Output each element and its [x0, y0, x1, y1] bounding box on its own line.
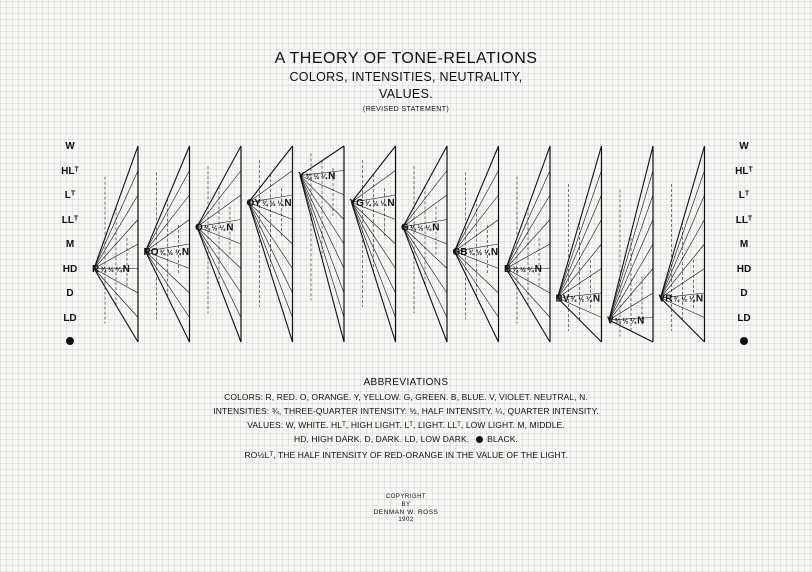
abbrev-example: RO½Lᵀ, THE HALF INTENSITY OF RED-ORANGE IN THE VALUE OF THE LIGHT.	[244, 450, 568, 460]
value-label: HLᵀ	[61, 165, 79, 177]
triangle-label-r: R¾ ½ ¼N	[92, 264, 130, 275]
abbrev-intensities: INTENSITIES: ¾, THREE-QUARTER INTENSITY. ½, HALF INTENSITY. ¼, QUARTER INTENSITY.	[213, 406, 599, 416]
value-label: D	[66, 288, 74, 299]
value-label: Lᵀ	[738, 190, 750, 201]
abbrev-values-1: VALUES: W, WHITE. HLᵀ, HIGH LIGHT. Lᵀ, LIGHT. LLᵀ, LOW LIGHT. M, MIDDLE.	[247, 420, 565, 430]
triangle-v	[607, 146, 653, 342]
value-label: M	[65, 239, 75, 250]
value-label: M	[739, 239, 749, 250]
triangle-label-yg: YG¾ ½ ¼N	[349, 197, 395, 209]
triangle-oy	[247, 146, 293, 342]
triangle-label-g: G¾ ½ ¼N	[401, 222, 440, 234]
triangle-label-bv: BV¾ ½ ¼N	[555, 293, 601, 305]
copyright-block	[0, 494, 812, 524]
triangle-gb	[453, 146, 499, 342]
value-label: HLᵀ	[735, 165, 753, 177]
value-label: LLᵀ	[61, 214, 79, 226]
value-label: LD	[737, 312, 751, 324]
copyright-line: BY	[401, 501, 411, 508]
value-label: LLᵀ	[735, 214, 753, 226]
triangle-o	[195, 146, 241, 342]
value-label: HD	[62, 263, 78, 275]
value-label: LD	[63, 312, 77, 324]
triangle-y	[298, 146, 344, 342]
triangle-label-gb: GB¾ ½ ¼N	[452, 246, 499, 258]
page-subtitle-line1: COLORS, INTENSITIES, NEUTRALITY,	[289, 70, 523, 84]
triangle-vr	[659, 146, 705, 342]
abbreviations-heading: ABBREVIATIONS	[363, 377, 449, 388]
triangle-label-b: B¾ ½ ¼N	[504, 264, 542, 275]
triangle-label-o: O¾ ½ ¼N	[195, 222, 234, 234]
triangle-label-oy: OY¾ ½ ¼N	[246, 197, 292, 209]
value-label: W	[65, 141, 75, 152]
triangle-bv	[556, 146, 602, 342]
copyright-line: COPYRIGHT	[385, 494, 427, 500]
value-label: D	[740, 288, 748, 299]
triangle-label-vr: VR¾ ½ ¼N	[658, 293, 704, 305]
triangle-yg	[350, 146, 396, 342]
copyright-year: 1902	[398, 516, 414, 523]
triangle-ro	[144, 146, 190, 342]
revision-note: (REVISED STATEMENT)	[362, 106, 450, 113]
value-label: W	[739, 141, 749, 152]
copyright-author: DENMAN W. ROSS	[373, 509, 439, 516]
triangle-g	[401, 146, 447, 342]
abbrev-values-2-row	[0, 434, 812, 444]
abbrev-values-2: HD, HIGH DARK. D, DARK. LD, LOW DARK.	[294, 434, 470, 444]
triangle-label-ro: RO¾ ½ ¼N	[143, 246, 190, 258]
triangle-r	[92, 146, 138, 342]
triangle-b	[504, 146, 550, 342]
triangle-label-y: Y¾ ½ ¼N	[298, 170, 336, 182]
abbrev-colors: COLORS: R, RED. O, ORANGE. Y, YELLOW. G, GREEN. B, BLUE. V, VIOLET. NEUTRAL, N.	[224, 392, 588, 402]
triangle-label-v: V¾ ½ ¼N	[607, 315, 645, 327]
value-label: HD	[736, 263, 752, 275]
page-title: A THEORY OF TONE-RELATIONS	[274, 50, 538, 67]
black-dot-icon	[476, 436, 483, 443]
abbrev-black: BLACK.	[487, 434, 518, 444]
value-label: Lᵀ	[64, 190, 76, 201]
page-subtitle-line2: VALUES.	[379, 87, 433, 101]
